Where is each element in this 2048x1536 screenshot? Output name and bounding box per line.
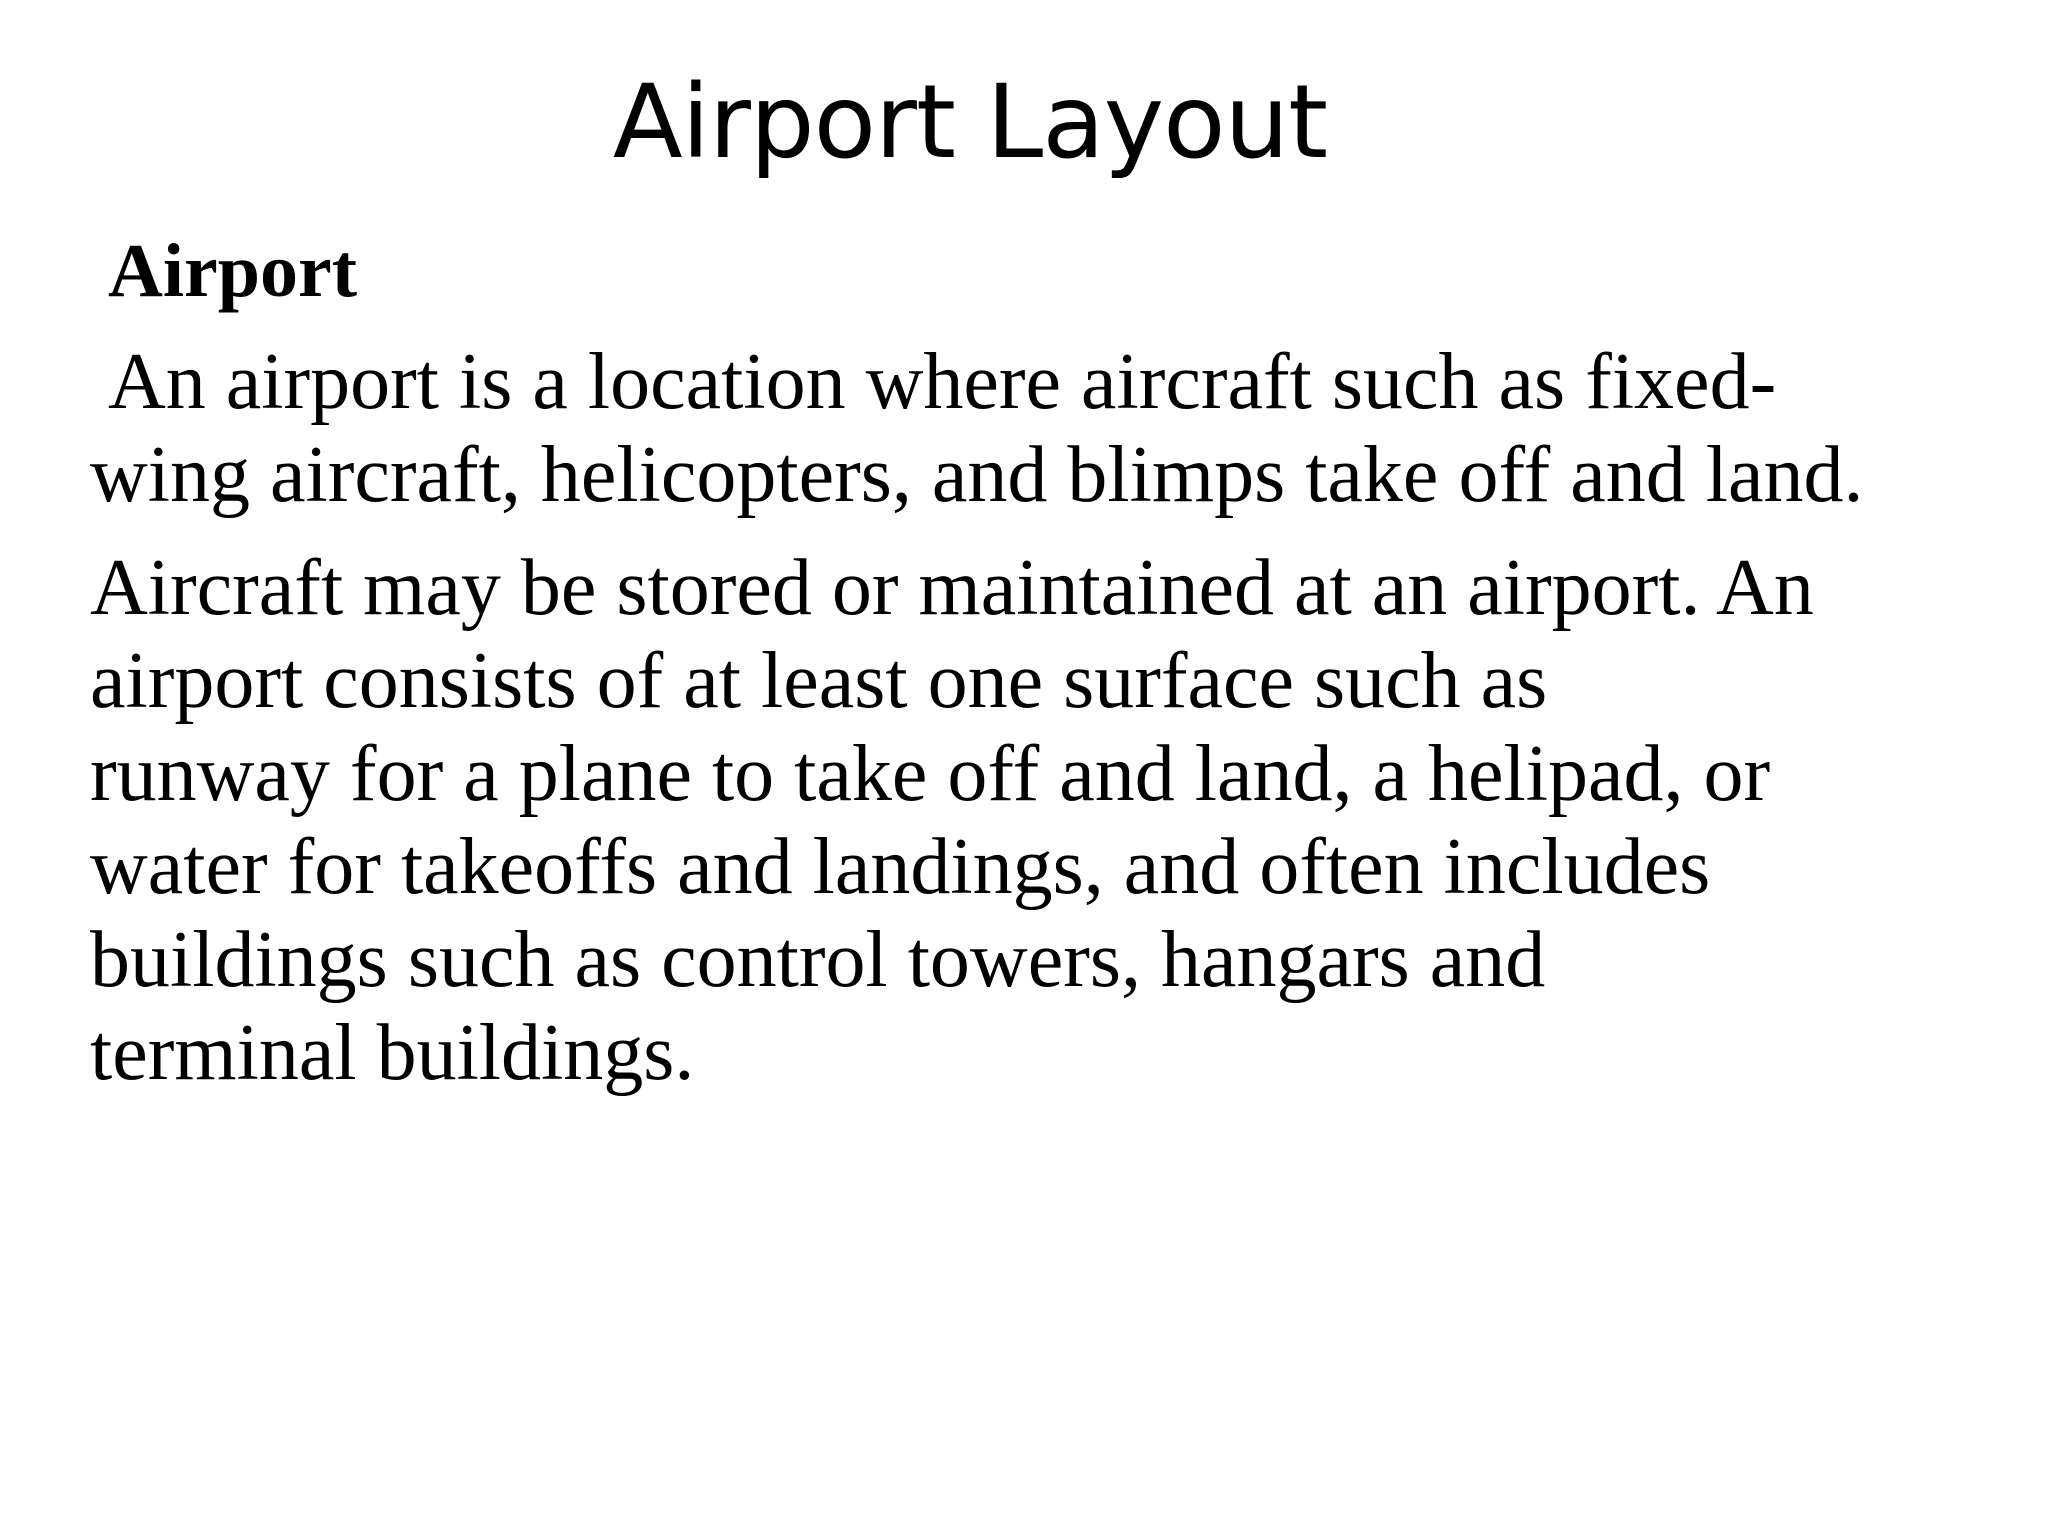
paragraph-line: water for takeoffs and landings, and often includes	[90, 823, 1711, 911]
paragraph-line: An airport is a location where aircraft such as fixed-	[108, 338, 1777, 426]
paragraph-line: buildings such as control towers, hangars and	[90, 916, 1546, 1004]
slide-content	[90, 226, 2010, 1100]
paragraph-details	[90, 542, 2010, 1100]
paragraph-line: Aircraft may be stored or maintained at an airport. An	[90, 544, 1814, 632]
section-heading: Airport	[108, 229, 358, 313]
paragraph-line: terminal buildings.	[90, 1009, 695, 1097]
paragraph-line: runway for a plane to take off and land, a helipad, or	[90, 730, 1771, 818]
paragraph-line: wing aircraft, helicopters, and blimps take off and land.	[90, 431, 1864, 519]
slide-title: Airport Layout	[612, 63, 1328, 182]
paragraph-definition	[90, 336, 2010, 522]
paragraph-line: airport consists of at least one surface such as	[90, 637, 1548, 725]
